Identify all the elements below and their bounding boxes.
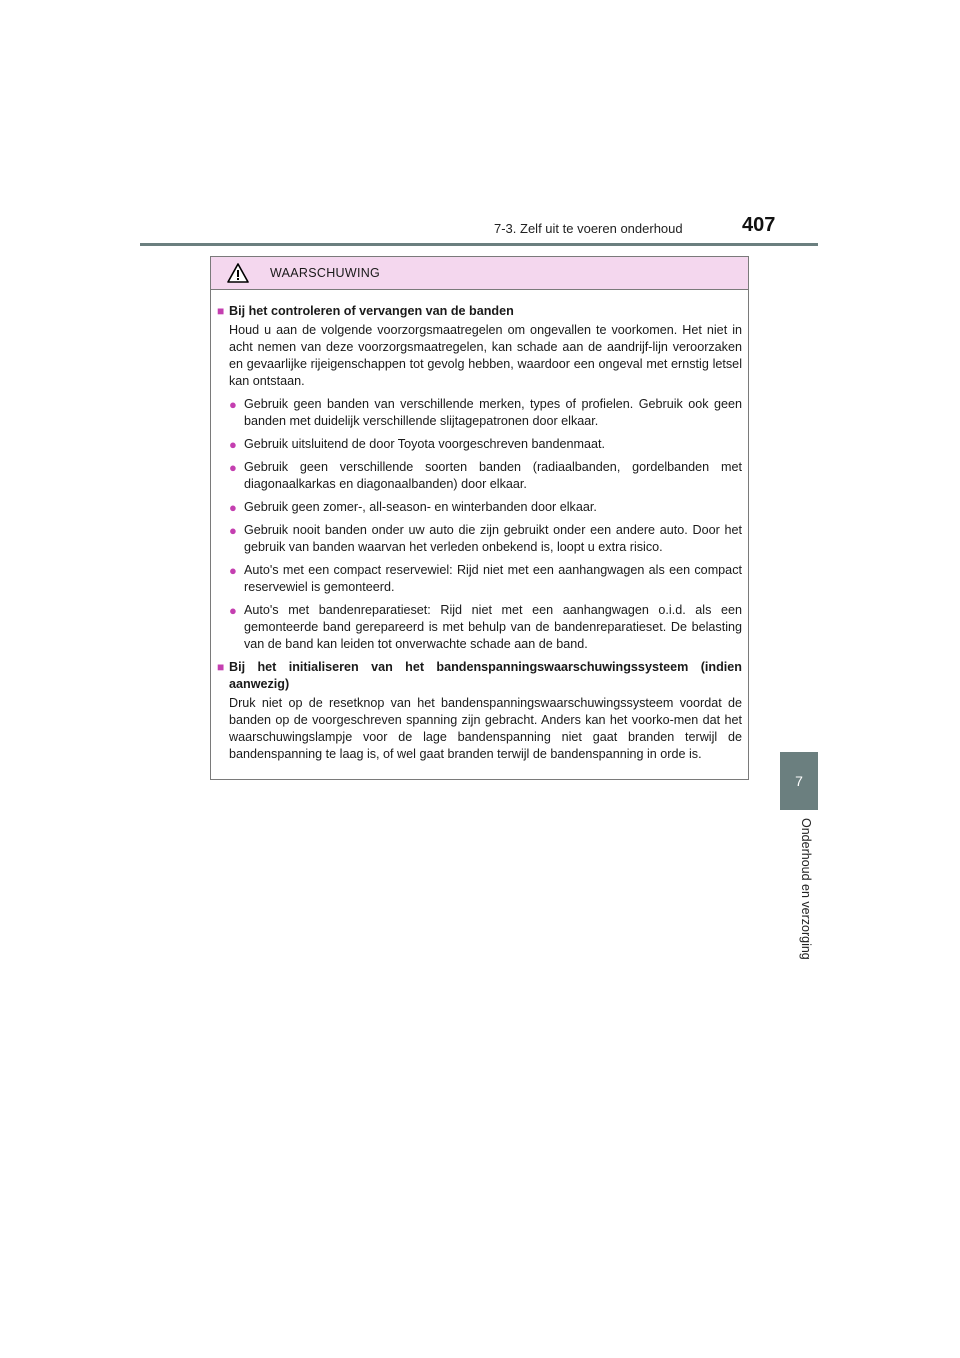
header-section-title: 7-3. Zelf uit te voeren onderhoud <box>494 221 683 236</box>
list-item: ● Gebruik geen zomer-, all-season- en winterbanden door elkaar. <box>229 500 597 515</box>
page-number: 407 <box>742 214 776 236</box>
warning-section-tires <box>217 303 742 653</box>
warning-body <box>211 290 748 763</box>
round-bullet-icon: ● <box>229 500 237 515</box>
list-item: ● Gebruik geen verschillende soorten banden (radiaalbanden, gordelbanden met diagonaalkarkas en diagonaalbanden) door elkaar. <box>229 460 742 491</box>
list-item: ● Auto's met bandenreparatieset: Rijd niet met een aanhangwagen o.i.d. als een gemonteerde band gerepareerd is met behulp van de bandenreparatieset. De belasting van de band kan leiden tot onverwachte schade aan de band. <box>229 603 742 651</box>
round-bullet-icon: ● <box>229 603 237 618</box>
header-rule <box>140 243 818 246</box>
square-bullet-icon: ■ <box>217 304 225 318</box>
round-bullet-icon: ● <box>229 437 237 452</box>
list-item: ● Gebruik nooit banden onder uw auto die zijn gebruikt onder een andere auto. Door het gebruik van banden waarvan het verleden onbekend is, loopt u extra risico. <box>229 523 742 554</box>
section-text: Houd u aan de volgende voorzorgsmaatregelen om ongevallen te voorkomen. Het niet in acht nemen van deze voorzorgsmaatregelen, kan schade aan de aandrijf-lijn veroorzaken en gevaarlijke rijeigenschappen tot gevolg hebben, waardoor een ongeval met ernstig letsel kan ontstaan. <box>229 323 742 388</box>
warning-section-tpms <box>217 659 742 763</box>
round-bullet-icon: ● <box>229 523 237 538</box>
list-item: ● Gebruik geen banden van verschillende merken, types of profielen. Gebruik ook geen banden met duidelijk verschillende slijtagepatronen door elkaar. <box>229 397 742 428</box>
square-bullet-icon: ■ <box>217 660 225 674</box>
warning-box <box>210 256 749 780</box>
round-bullet-icon: ● <box>229 460 237 475</box>
chapter-tab: 7 <box>780 752 818 810</box>
warning-header <box>211 257 748 290</box>
list-item: ● Auto's met een compact reservewiel: Rijd niet met een aanhangwagen als een compact reservewiel is gemonteerd. <box>229 563 742 594</box>
section-text: Druk niet op de resetknop van het bandenspanningswaarschuwingssysteem voordat de banden op de voorgeschreven spanning zijn gebracht. Anders kan het voorko-men dat het waarschuwingslampje voor de lage bandenspanning niet gaat branden terwijl de bandenspanning te laag is, of wel gaat branden terwijl de bandenspanning in orde is. <box>229 696 742 761</box>
chapter-label: Onderhoud en verzorging <box>799 818 813 960</box>
round-bullet-icon: ● <box>229 397 237 412</box>
section-heading: ■ Bij het controleren of vervangen van de banden <box>217 304 514 318</box>
section-heading: ■ Bij het initialiseren van het bandenspanningswaarschuwingssysteem (indien aanwezig) <box>217 660 742 691</box>
round-bullet-icon: ● <box>229 563 237 578</box>
bullet-list <box>229 396 742 653</box>
warning-title: WAARSCHUWING <box>270 266 381 280</box>
list-item: ● Gebruik uitsluitend de door Toyota voorgeschreven bandenmaat. <box>229 437 606 452</box>
warning-triangle-icon <box>227 263 249 283</box>
